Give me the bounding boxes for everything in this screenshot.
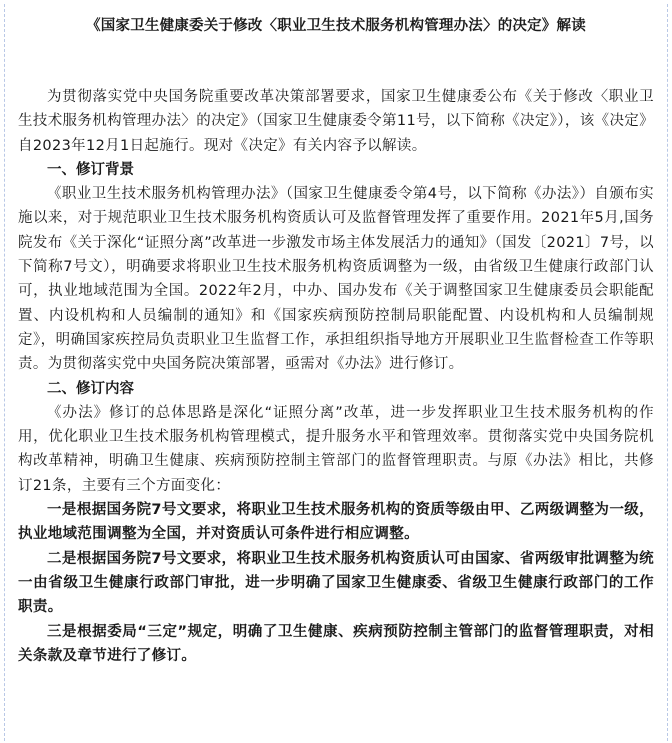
- background-paragraph: 《职业卫生技术服务机构管理办法》（国家卫生健康委令第4号，以下简称《办法》）自颁布实施以来，对于规范职业卫生技术服务机构资质认可及监督管理发挥了重要作用。2021年5月,国务院发布《关于深化“证照分离”改革进一步激发市场主体发展活力的通知》（国发〔2021〕7号，以下简称7号文），明确要求将职业卫生技术服务机构资质调整为一级，由省级卫生健康行政部门认可，执业地域范围为全国。2022年2月，中办、国办发布《关于调整国家卫生健康委员会职能配置、内设机构和人员编制的通知》和《国家疾病预防控制局职能配置、内设机构和人员编制规定》，明确国家疾控局负责职业卫生监督工作，承担组织指导地方开展职业卫生监督检查工作等职责。为贯彻落实党中央国务院决策部署，亟需对《办法》进行修订。: [18, 186, 654, 373]
- section-heading-contents: 二、修订内容: [47, 380, 134, 397]
- change-item-2: 二是根据国务院7号文要求，将职业卫生技术服务机构资质认可由国家、省两级审批调整为统一由省级卫生健康行政部门审批，进一步明确了国家卫生健康委、省级卫生健康行政部门的工作职责。: [18, 550, 654, 616]
- document-content: [18, 14, 654, 668]
- change-item-1: 一是根据国务院7号文要求，将职业卫生技术服务机构的资质等级由甲、乙两级调整为一级，执业地域范围调整为全国，并对资质认可条件进行相应调整。: [18, 502, 654, 543]
- change-item-3: 三是根据委局“三定”规定，明确了卫生健康、疾病预防控制主管部门的监督管理职责，对相关条款及章节进行了修订。: [18, 623, 654, 664]
- document-title: 《国家卫生健康委关于修改〈职业卫生技术服务机构管理办法〉的决定》解读: [86, 18, 586, 34]
- contents-paragraph: 《办法》修订的总体思路是深化“证照分离”改革，进一步发挥职业卫生技术服务机构的作用，优化职业卫生技术服务机构管理模式，提升服务水平和管理效率。贯彻落实党中央国务院机构改革精神，明确卫生健康、疾病预防控制主管部门的监督管理职责。与原《办法》相比，共修订21条，主要有三个方面变化：: [18, 404, 654, 494]
- intro-paragraph: 为贯彻落实党中央国务院重要改革决策部署要求，国家卫生健康委公布《关于修改〈职业卫生技术服务机构管理办法〉的决定》（国家卫生健康委令第11号，以下简称《决定》），该《决定》自2023年12月1日起施行。现对《决定》有关内容予以解读。: [18, 89, 654, 154]
- section-heading-background: 一、修订背景: [47, 161, 134, 178]
